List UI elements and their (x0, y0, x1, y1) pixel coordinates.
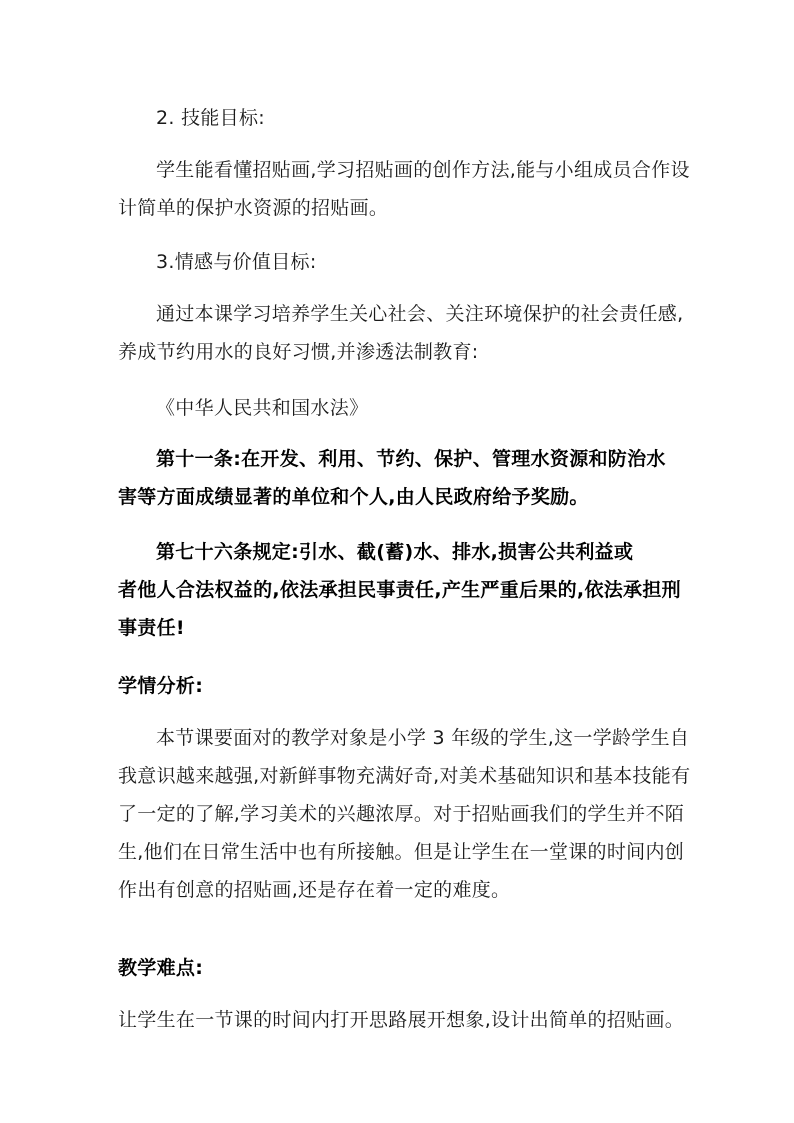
paragraph-line: 害等方面成绩显著的单位和个人,由人民政府给予奖励。 (118, 486, 589, 508)
student-analysis-paragraph (118, 719, 690, 909)
difficulty-heading: 教学难点: (118, 957, 204, 979)
paragraph-line: 我意识越来越强,对新鲜事物充满好奇,对美术基础知识和基本技能有 (118, 765, 691, 787)
law-title: 《中华人民共和国水法》 (156, 397, 369, 419)
paragraph-line: 学生能看懂招贴画,学习招贴画的创作方法,能与小组成员合作设 (156, 159, 690, 181)
paragraph-line: 作出有创意的招贴画,还是存在着一定的难度。 (118, 879, 511, 901)
paragraph-line: 了一定的了解,学习美术的兴趣浓厚。对于招贴画我们的学生并不陌 (118, 803, 685, 825)
paragraph-line: 通过本课学习培养学生关心社会、关注环境保护的社会责任感, (156, 303, 684, 325)
paragraph-line: 计简单的保护水资源的招贴画。 (118, 197, 389, 219)
paragraph-line: 本节课要面对的教学对象是小学 3 年级的学生,这一学龄学生自 (156, 727, 690, 749)
article-76-paragraph (118, 533, 690, 647)
paragraph-line: 第十一条:在开发、利用、节约、保护、管理水资源和防治水 (156, 448, 666, 470)
paragraph-line: 者他人合法权益的,依法承担民事责任,产生严重后果的,依法承担刑 (118, 579, 681, 601)
emotion-goal-paragraph (118, 295, 690, 371)
paragraph-line: 生,他们在日常生活中也有所接触。但是让学生在一堂课的时间内创 (118, 841, 685, 863)
skill-goal-heading: 2. 技能目标: (156, 107, 265, 129)
paragraph-line: 让学生在一节课的时间内打开思路展开想象,设计出简单的招贴画。 (118, 1009, 685, 1031)
skill-goal-paragraph (118, 151, 690, 227)
paragraph-line: 第七十六条规定:引水、截(蓄)水、排水,损害公共利益或 (156, 541, 634, 563)
difficulty-paragraph (118, 1001, 690, 1039)
student-analysis-heading: 学情分析: (118, 675, 204, 697)
paragraph-line: 事责任! (118, 617, 185, 639)
paragraph-line: 养成节约用水的良好习惯,并渗透法制教育: (118, 341, 479, 363)
emotion-goal-heading: 3.情感与价值目标: (156, 251, 317, 273)
article-11-paragraph (118, 440, 690, 516)
